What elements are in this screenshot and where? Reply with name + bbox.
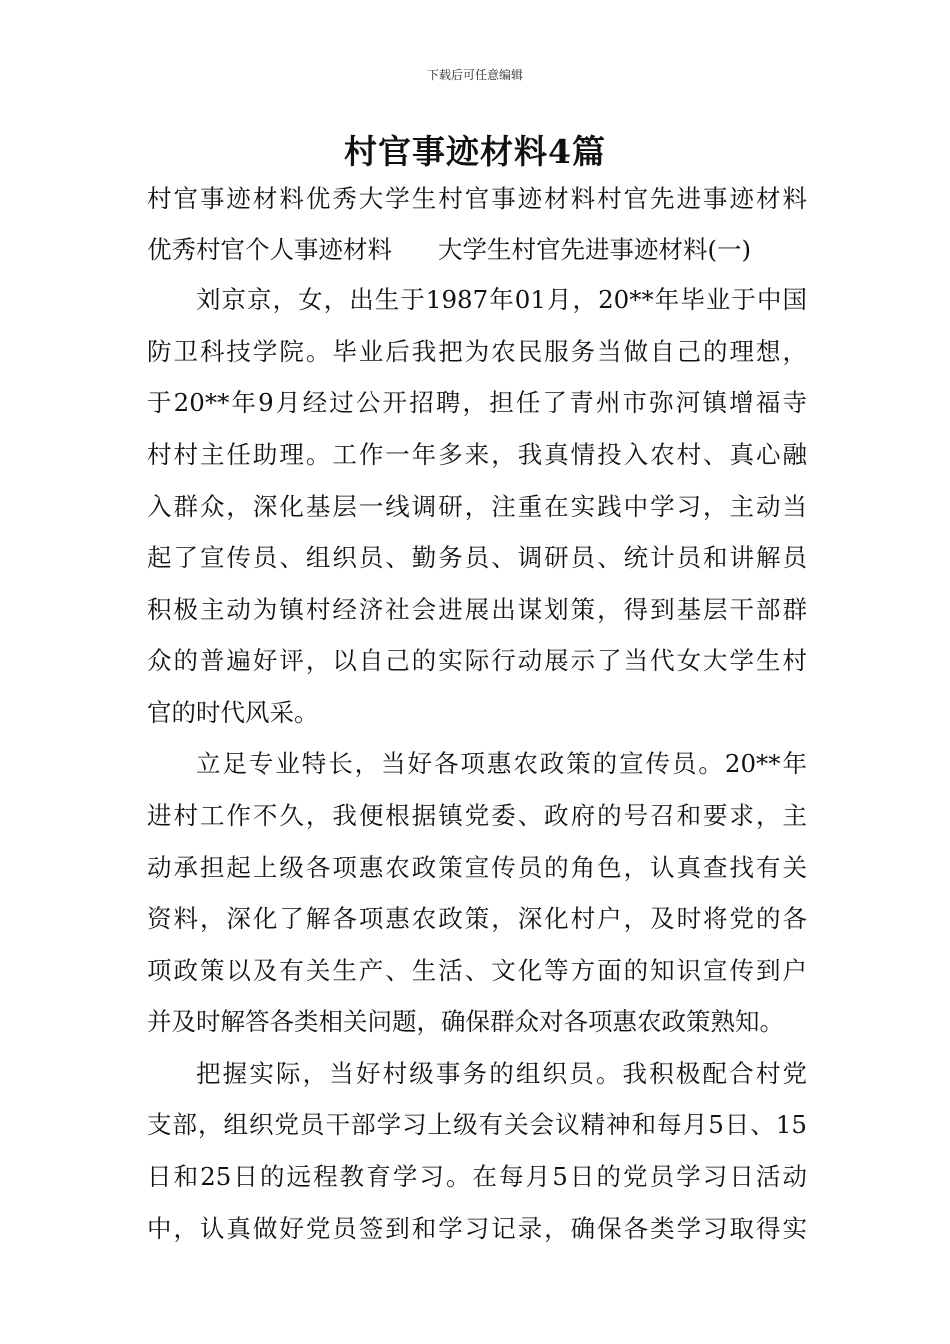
paragraph-line: 防卫科技学院。毕业后我把为农民服务当做自己的理想，	[147, 337, 807, 366]
paragraph-line: 积极主动为镇村经济社会进展出谋划策，得到基层干部群	[147, 595, 807, 624]
paragraph-line: 资料，深化了解各项惠农政策，深化村户，及时将党的各	[147, 904, 807, 933]
paragraph-line: 立足专业特长，当好各项惠农政策的宣传员。20**年	[196, 749, 807, 778]
paragraph-line: 起了宣传员、组织员、勤务员、调研员、统计员和讲解员	[147, 543, 807, 572]
paragraph-line: 入群众，深化基层一线调研，注重在实践中学习，主动当	[147, 492, 807, 521]
subtitle-line-2	[147, 233, 807, 267]
paragraph-line: 并及时解答各类相关问题，确保群众对各项惠农政策熟知。	[147, 1007, 784, 1036]
paragraph-line: 刘京京，女，出生于1987年01月，20**年毕业于中国	[196, 285, 807, 314]
paragraph-line: 动承担起上级各项惠农政策宣传员的角色，认真查找有关	[147, 853, 807, 882]
subtitle-line-1: 村官事迹材料优秀大学生村官事迹材料村官先进事迹材料	[147, 184, 807, 213]
paragraph-line: 官的时代风采。	[147, 698, 319, 727]
paragraph-line: 于20**年9月经过公开招聘，担任了青州市弥河镇增福寺	[147, 388, 807, 417]
subtitle-part-1: 优秀村官个人事迹材料	[147, 235, 392, 264]
paragraph-line: 进村工作不久，我便根据镇党委、政府的号召和要求，主	[147, 801, 807, 830]
paragraph-line: 日和25日的远程教育学习。在每月5日的党员学习日活动	[147, 1162, 807, 1191]
paragraph-line: 村村主任助理。工作一年多来，我真情投入农村、真心融	[147, 440, 807, 469]
paragraph-line: 把握实际，当好村级事务的组织员。我积极配合村党	[196, 1059, 807, 1088]
paragraph-line: 众的普遍好评，以自己的实际行动展示了当代女大学生村	[147, 646, 807, 675]
document-title: 村官事迹材料4篇	[344, 132, 606, 171]
paragraph-line: 项政策以及有关生产、生活、文化等方面的知识宣传到户	[147, 956, 807, 985]
header-note: 下载后可任意编辑	[426, 68, 523, 82]
subtitle-part-2: 大学生村官先进事迹材料(一)	[438, 235, 752, 264]
paragraph-line: 中，认真做好党员签到和学习记录，确保各类学习取得实	[147, 1214, 807, 1243]
paragraph-line: 支部，组织党员干部学习上级有关会议精神和每月5日、15	[147, 1110, 807, 1139]
